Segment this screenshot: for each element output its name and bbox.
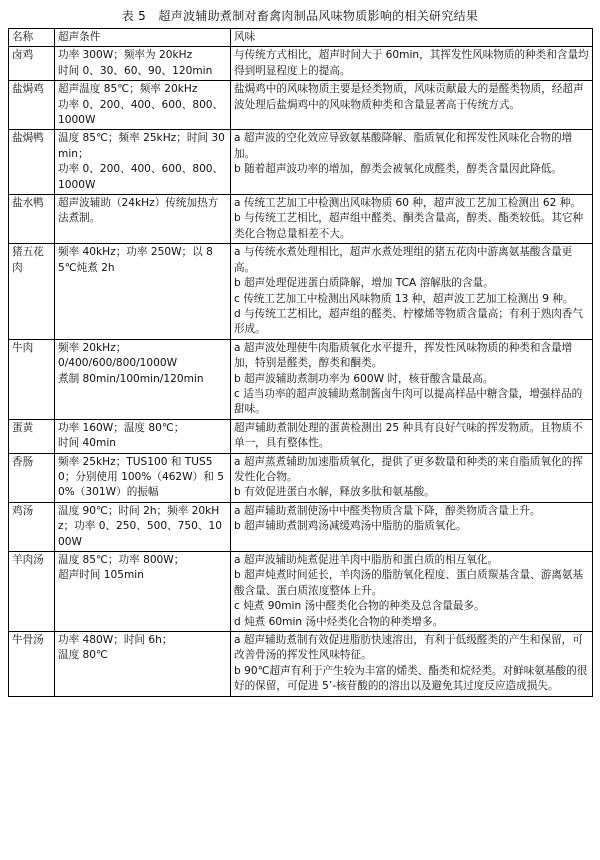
- flavor-line: a 超声波辅助炖煮促进羊肉中脂肪和蛋白质的相互氧化。: [234, 554, 499, 566]
- cell-flavor: [231, 47, 593, 81]
- flavor-line: c 炖煮 90min 汤中醛类化合物的种类及总含量最多。: [234, 600, 485, 613]
- cell-name: 盐焗鸡: [9, 81, 55, 130]
- cell-conditions: [55, 81, 231, 130]
- condition-line: 温度 80℃: [58, 649, 108, 662]
- cell-name: 盐水鸭: [9, 195, 55, 244]
- cell-name: 猪五花肉: [9, 244, 55, 339]
- condition-line: 功率 480W；时间 6h；: [58, 634, 173, 647]
- condition-line: 功率 0、200、400、600、800、1000W: [58, 98, 224, 127]
- flavor-line: 超声辅助煮制处理的蛋黄检测出 25 种具有良好气味的挥发物质。且物质不单一，具有整体性。: [234, 421, 583, 450]
- cell-conditions: [55, 453, 231, 502]
- cell-flavor: [231, 632, 593, 697]
- table-row: [9, 47, 593, 81]
- condition-line: 超声时间 105min: [58, 569, 144, 582]
- cell-flavor: [231, 130, 593, 195]
- cell-name: 蛋黄: [9, 419, 55, 453]
- cell-flavor: [231, 552, 593, 632]
- condition-line: 时间 40min: [58, 437, 117, 450]
- cell-flavor: [231, 502, 593, 551]
- header-flavor: 风味: [231, 29, 593, 47]
- cell-conditions: [55, 502, 231, 551]
- condition-line: 频率 20kHz；: [58, 341, 127, 354]
- condition-line: 温度 85℃；功率 800W；: [58, 554, 185, 566]
- cell-conditions: [55, 244, 231, 339]
- cell-conditions: [55, 339, 231, 419]
- flavor-line: b 超声处理促进蛋白质降解，增加 TCA 溶解肽的含量。: [234, 277, 494, 290]
- condition-line: 功率 300W；频率为 20kHz: [58, 49, 193, 62]
- cell-flavor: [231, 195, 593, 244]
- flavor-line: d 炖煮 60min 汤中烃类化合物的种类增多。: [234, 615, 444, 628]
- table-header-row: [9, 29, 593, 47]
- flavor-line: b 90℃超声有利于产生较为丰富的烯类、酯类和烷烃类。对鲜味氨基酸的很好的保留，可促进 5’-核苷酸的的溶出以及避免其过度反应造成损失。: [234, 664, 588, 693]
- condition-line: 超声波辅助（24kHz）传统加热方法煮制。: [58, 197, 219, 225]
- flavor-line: a 超声辅助煮制有效促进脂肪快速溶出，有利于低级醛类的产生和保留，可改善骨汤的挥发性风味特征。: [234, 634, 583, 662]
- cell-name: 羊肉汤: [9, 552, 55, 632]
- condition-line: 超声温度 85℃；频率 20kHz: [58, 83, 198, 96]
- cell-conditions: [55, 632, 231, 697]
- flavor-line: b 超声辅助煮制鸡汤减缓鸡汤中脂肪的脂质氧化。: [234, 520, 467, 533]
- results-table: [8, 28, 593, 697]
- table-row: [9, 632, 593, 697]
- condition-line: 时间 0、30、60、90、120min: [58, 64, 213, 77]
- cell-conditions: [55, 419, 231, 453]
- condition-line: 0/400/600/800/1000W: [58, 357, 178, 370]
- header-conditions: 超声条件: [55, 29, 231, 47]
- condition-line: 功率 0、200、400、600、800、1000W: [58, 163, 224, 191]
- flavor-line: c 适当功率的超声波辅助煮制酱卤牛肉可以提高样品中糖含量，增强样品的甜味。: [234, 387, 583, 416]
- flavor-line: 与传统方式相比，超声时间大于 60min，其挥发性风味物质的种类和含量均得到明显程度上的提高。: [234, 49, 589, 77]
- flavor-line: c 传统工艺加工中检测出风味物质 13 种，超声波工艺加工检测出 9 种。: [234, 292, 574, 305]
- condition-line: 温度 85℃；频率 25kHz；时间 30min；: [58, 132, 225, 160]
- cell-conditions: [55, 552, 231, 632]
- table-row: [9, 552, 593, 632]
- condition-line: 煮制 80min/100min/120min: [58, 372, 204, 385]
- cell-conditions: [55, 130, 231, 195]
- cell-name: 盐焗鸭: [9, 130, 55, 195]
- table-row: [9, 502, 593, 551]
- cell-conditions: [55, 47, 231, 81]
- cell-name: 牛骨汤: [9, 632, 55, 697]
- table-row: [9, 419, 593, 453]
- flavor-line: b 随着超声波功率的增加，醇类会被氧化成醛类，醇类含量因此降低。: [234, 163, 562, 176]
- flavor-line: a 超声蒸煮辅助加速脂质氧化，提供了更多数量和种类的来自脂质氧化的挥发性化合物。: [234, 455, 583, 483]
- flavor-line: b 与传统工艺相比，超声组中醛类、酮类含量高，醇类、酯类较低。其它种类化合物总量相差不大。: [234, 212, 584, 240]
- flavor-line: b 超声波辅助煮制功率为 600W 时，核苷酸含量最高。: [234, 372, 494, 385]
- cell-name: 香肠: [9, 453, 55, 502]
- cell-name: 牛肉: [9, 339, 55, 419]
- flavor-line: a 传统工艺加工中检测出风味物质 60 种，超声波工艺加工检测出 62 种。: [234, 197, 581, 210]
- cell-flavor: [231, 453, 593, 502]
- table-row: [9, 339, 593, 419]
- table-row: [9, 453, 593, 502]
- flavor-line: a 超声辅助煮制使汤中中醛类物质含量下降，醇类物质含量上升。: [234, 504, 541, 517]
- cell-flavor: [231, 339, 593, 419]
- condition-line: 温度 90℃；时间 2h；频率 20kHz；功率 0、250、500、750、1000W: [58, 504, 222, 548]
- table-row: [9, 195, 593, 244]
- flavor-line: a 与传统水煮处理相比，超声水煮处理组的猪五花肉中游离氨基酸含量更高。: [234, 246, 573, 274]
- cell-flavor: [231, 419, 593, 453]
- table-row: [9, 81, 593, 130]
- flavor-line: d 与传统工艺相比，超声组的醛类、柠檬烯等物质含量高；有利于熟肉香气形成。: [234, 307, 584, 336]
- cell-name: 鸡汤: [9, 502, 55, 551]
- condition-line: 频率 25kHz；TUS100 和 TUS50；分别使用 100%（462W）和 50%（301W）的振幅: [58, 455, 224, 499]
- flavor-line: b 有效促进蛋白水解，释放多肽和氨基酸。: [234, 486, 435, 499]
- flavor-line: 盐焗鸡中的风味物质主要是烃类物质，风味贡献最大的是醛类物质，经超声波处理后盐焗鸡中的风味物质种类和含量显著高于传统方式。: [234, 83, 584, 111]
- flavor-line: a 超声波的空化效应导致氨基酸降解、脂质氧化和挥发性风味化合物的增加。: [234, 132, 573, 160]
- cell-conditions: [55, 195, 231, 244]
- flavor-line: b 超声炖煮时间延长，羊肉汤的脂肪氧化程度、蛋白质羰基含量、游离氨基酸含量、蛋白质浓度整体上升。: [234, 569, 584, 597]
- cell-flavor: [231, 244, 593, 339]
- flavor-line: a 超声波处理使牛肉脂质氧化水平提升，挥发性风味物质的种类和含量增加，特别是醛类，醇类和酮类。: [234, 341, 573, 370]
- cell-name: 卤鸡: [9, 47, 55, 81]
- table-row: [9, 130, 593, 195]
- table-row: [9, 244, 593, 339]
- table-caption: 表 5 超声波辅助煮制对畜禽肉制品风味物质影响的相关研究结果: [121, 9, 479, 23]
- condition-line: 功率 160W；温度 80℃；: [58, 421, 185, 434]
- condition-line: 频率 40kHz；功率 250W；以 85℃炖煮 2h: [58, 246, 213, 274]
- header-name: 名称: [9, 29, 55, 47]
- cell-flavor: [231, 81, 593, 130]
